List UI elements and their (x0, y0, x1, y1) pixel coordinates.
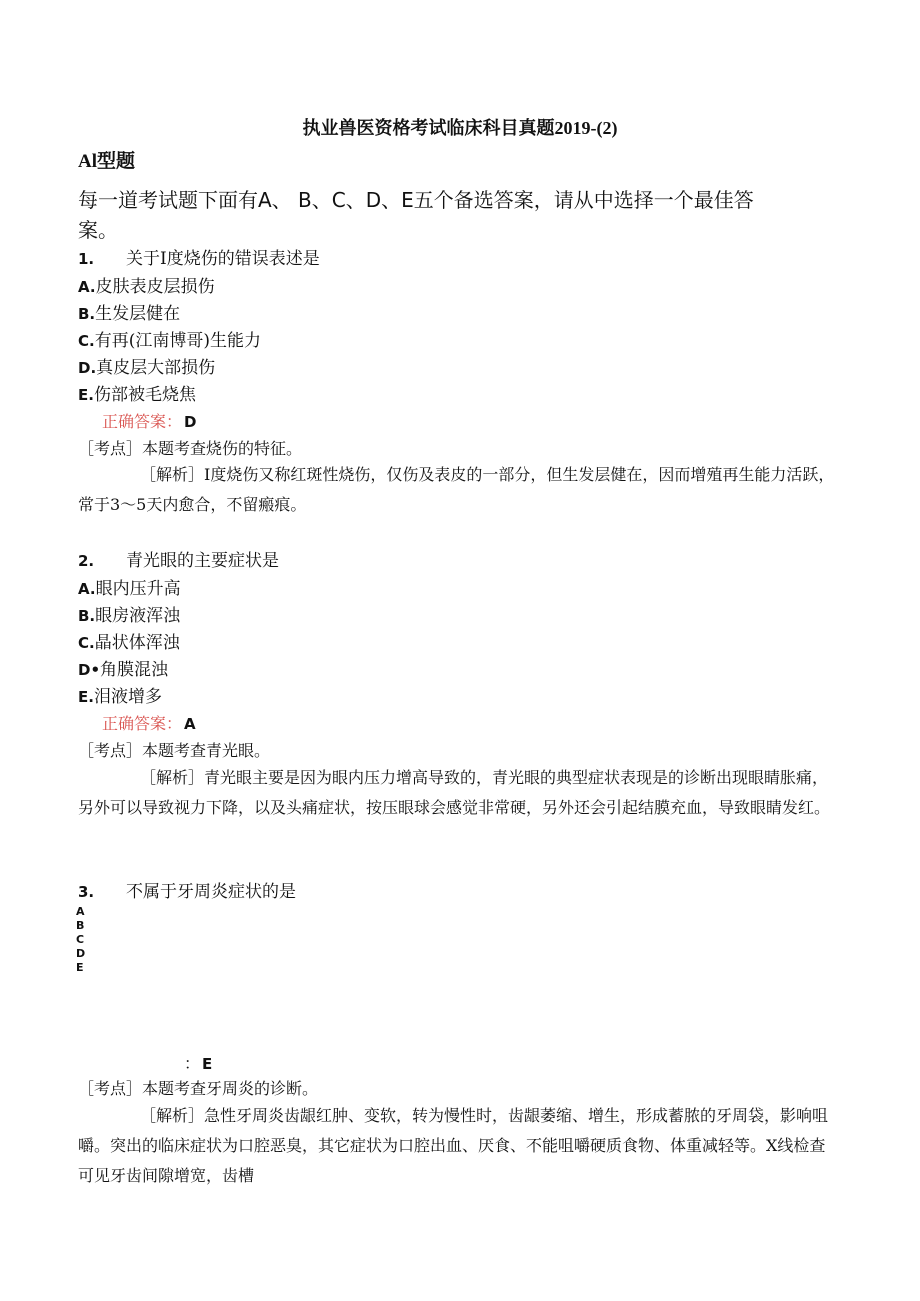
instruction-line-1: 每一道考试题下面有A、 B、C、D、E五个备选答案，请从中选择一个最佳答 (78, 188, 754, 212)
option-letter: A. (78, 278, 96, 296)
question-text: 不属于牙周炎症状的是 (126, 882, 296, 902)
answer-value: D (184, 413, 197, 431)
q1-option-c (78, 326, 261, 351)
q2-option-b (78, 601, 180, 626)
question-text: 关于I度烧伤的错误表述是 (126, 249, 320, 269)
answer-value: E (202, 1055, 213, 1073)
option-letter: A. (78, 580, 96, 598)
answer-label: ： (184, 1054, 201, 1073)
option-letter: B. (78, 607, 96, 625)
option-text: 生发层健在 (95, 304, 181, 324)
question-3 (78, 877, 296, 902)
option-letter: D. (78, 359, 97, 377)
option-letter: B. (78, 305, 96, 323)
answer-label: 正确答案： (102, 412, 183, 431)
option-text: 皮肤表皮层损伤 (95, 277, 215, 297)
q2-option-e (78, 682, 162, 707)
q2-jiexi: ［解析］青光眼主要是因为眼内压力增高导致的，青光眼的典型症状表现是的诊断出现眼睛胀痛，另外可以导致视力下降，以及头痛症状，按压眼球会感觉非常硬，另外还会引起结膜充血，导致眼睛发红。 (78, 768, 831, 817)
question-1 (78, 244, 320, 269)
q1-option-d (78, 353, 215, 378)
option-text: 有再(江南博哥)生能力 (94, 331, 261, 351)
option-text: 真皮层大部损伤 (96, 358, 216, 378)
option-text: 泪液增多 (93, 687, 162, 707)
option-text: 晶状体浑浊 (94, 633, 180, 653)
option-letter: C. (78, 634, 95, 652)
answer-label: 正确答案： (102, 714, 183, 733)
q3-kaodian: ［考点］本题考查牙周炎的诊断。 (78, 1079, 319, 1098)
question-number: 2. (78, 552, 95, 570)
question-number: 1. (78, 250, 95, 268)
answer-value: A (184, 715, 196, 733)
option-text: 眼内压升高 (95, 579, 181, 599)
option-letter: C. (78, 332, 95, 350)
q1-option-b (78, 299, 180, 324)
q1-option-e (78, 380, 196, 405)
q2-option-d (78, 655, 168, 680)
q2-option-c (78, 628, 180, 653)
q1-answer (102, 409, 196, 432)
option-text: 伤部被毛烧焦 (93, 385, 196, 405)
option-letter: E. (78, 386, 94, 404)
q2-answer (102, 711, 196, 734)
q2-kaodian: ［考点］本题考查青光眼。 (78, 741, 271, 760)
q1-kaodian: ［考点］本题考查烧伤的特征。 (78, 439, 303, 458)
q3-answer (184, 1051, 212, 1074)
question-number: 3. (78, 883, 95, 901)
q1-option-a (78, 272, 215, 297)
page-title: 执业兽医资格考试临床科目真题2019-(2) (302, 118, 618, 138)
option-letter: D• (78, 661, 101, 679)
q3-option-letters: ABCDE (76, 905, 86, 974)
q1-jiexi: ［解析］I度烧伤又称红斑性烧伤，仅伤及表皮的一部分，但生发层健在，因而增殖再生能力活跃，常于3〜5天内愈合，不留瘢痕。 (78, 465, 835, 514)
question-2 (78, 546, 279, 571)
q2-option-a (78, 574, 181, 599)
question-text: 青光眼的主要症状是 (126, 551, 279, 571)
option-letter: E. (78, 688, 94, 706)
section-heading: Al型题 (78, 151, 136, 172)
q3-jiexi: ［解析］急性牙周炎齿龈红肿、变软，转为慢性时，齿龈萎缩、增生，形成蓄脓的牙周袋，影响咀嚼。突出的临床症状为口腔恶臭，其它症状为口腔出血、厌食、不能咀嚼硬质食物、体重减轻等。X线检查可见牙齿间隙增宽，齿槽 (78, 1106, 829, 1185)
option-text: 角膜混浊 (100, 660, 169, 680)
instruction-line-2: 案。 (78, 218, 118, 242)
option-text: 眼房液浑浊 (95, 606, 181, 626)
